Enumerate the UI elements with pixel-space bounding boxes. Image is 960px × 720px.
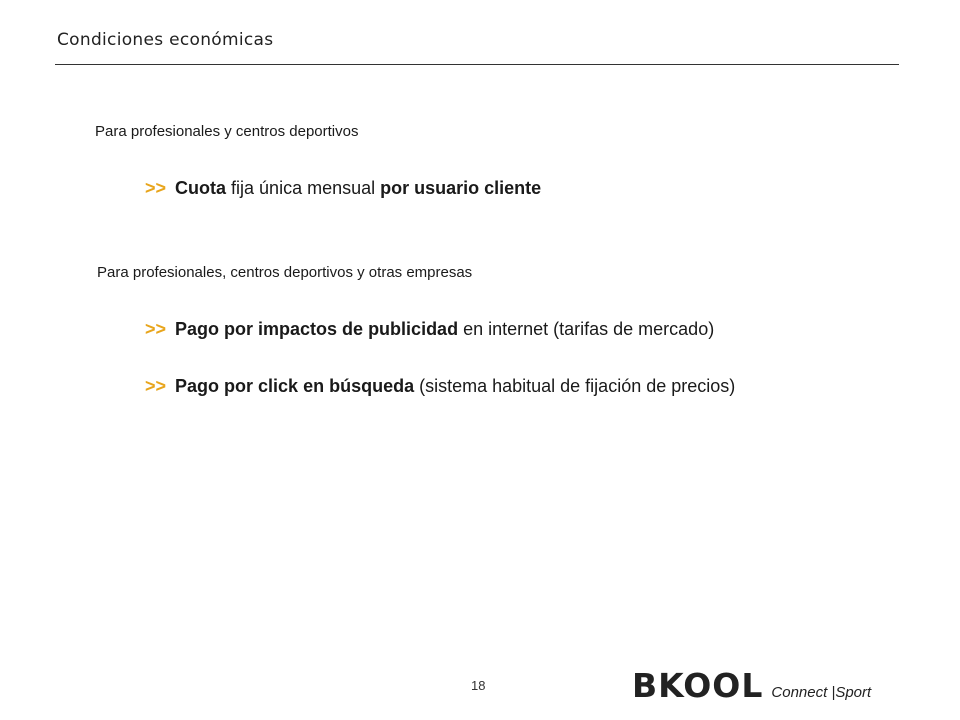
bkool-logo	[632, 666, 871, 705]
bullet-marker: >>	[145, 376, 167, 396]
section-label-2: Para profesionales, centros deportivos y otras empresas	[97, 264, 473, 281]
bullet-click	[145, 376, 735, 397]
bullet-marker: >>	[145, 319, 167, 339]
section-label-1: Para profesionales y centros deportivos	[95, 123, 359, 140]
bullet-bold: Pago por click en búsqueda	[175, 376, 415, 396]
logo-main-text: BKOOL	[632, 666, 764, 705]
bullet-marker: >>	[145, 178, 167, 198]
title-divider	[55, 64, 899, 65]
bullet-bold: por usuario cliente	[380, 178, 542, 198]
bullet-text: en internet (tarifas de mercado)	[458, 319, 715, 339]
page-number: 18	[471, 678, 486, 693]
bullet-cuota	[145, 178, 541, 199]
bullet-text: (sistema habitual de fijación de precios)	[414, 376, 736, 396]
bullet-text: fija única mensual	[226, 178, 381, 198]
page-title: Condiciones económicas	[57, 30, 274, 50]
logo-sub-text: Connect |Sport	[771, 684, 872, 701]
bullet-bold: Pago por impactos de publicidad	[175, 319, 459, 339]
bullet-impactos	[145, 319, 714, 340]
bullet-bold: Cuota	[175, 178, 227, 198]
